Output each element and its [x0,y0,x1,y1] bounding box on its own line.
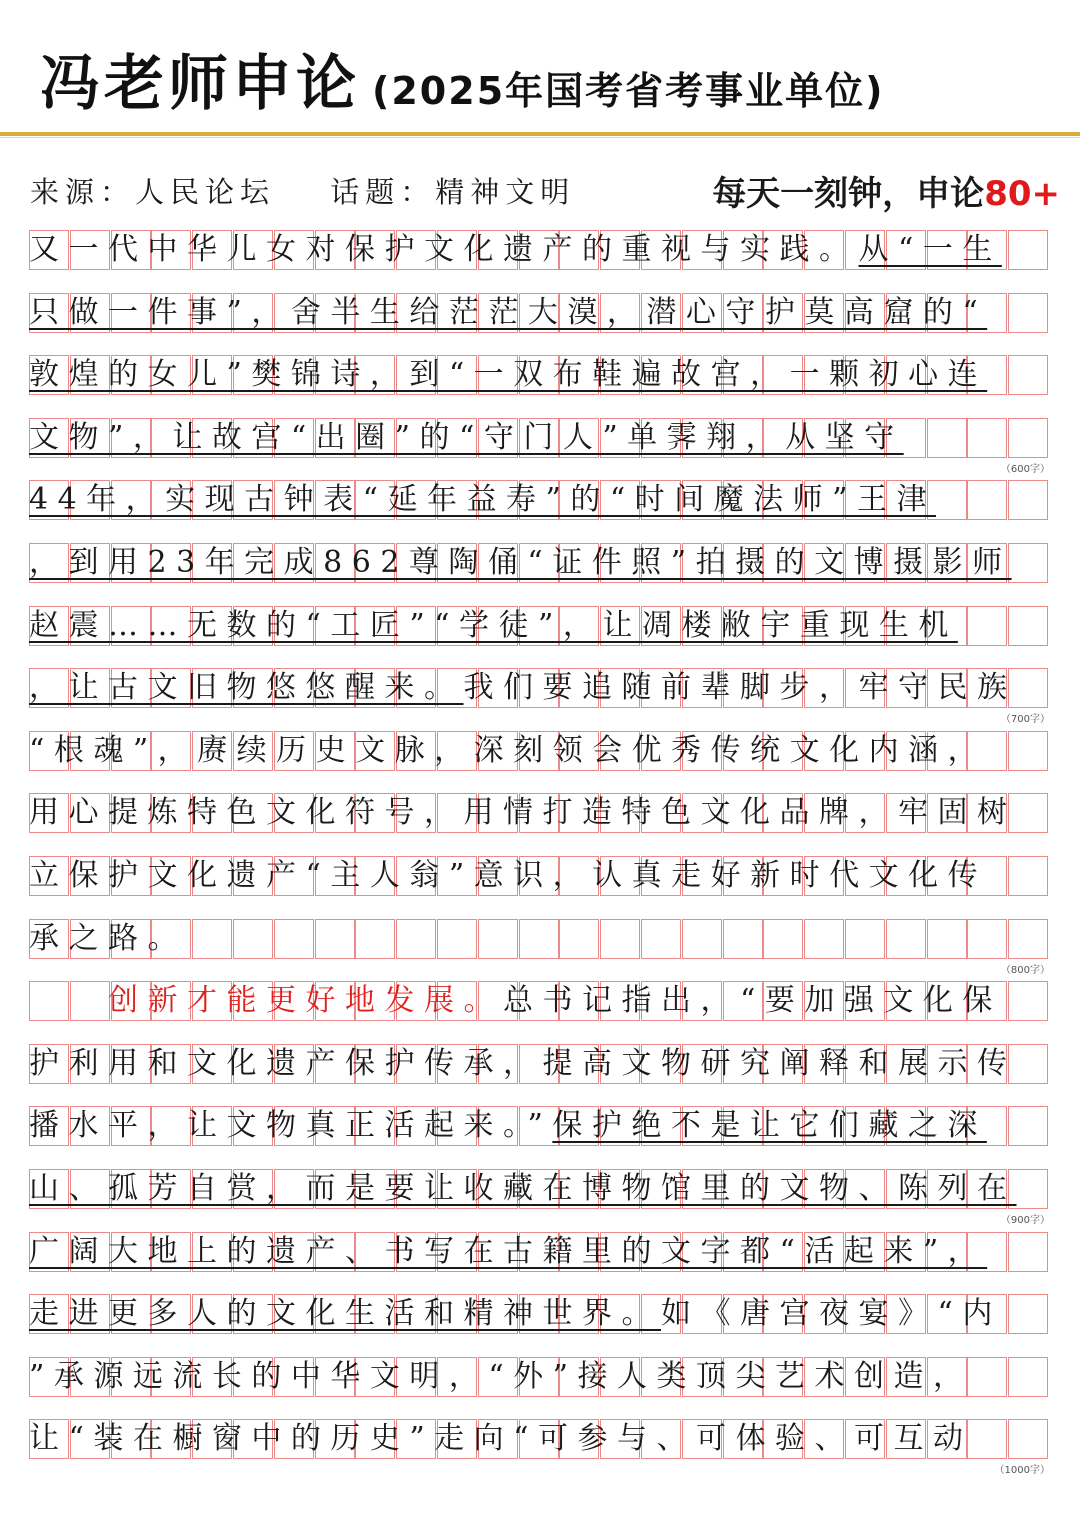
grid-cell [967,1357,1007,1397]
grid-cell [682,919,722,959]
grid-cell [1008,1232,1048,1272]
topic-label: 话题：精神文明 [330,175,576,209]
grid-cell [192,919,232,959]
essay-text: 播水平，让文物真正活起来。” [29,1108,553,1144]
essay-line [29,1040,1017,1088]
slogan-text: 每天一刻钟，申论 [712,174,985,214]
grid-cell [233,919,273,959]
grid-cell [1008,355,1048,395]
essay-text: 承之路。 [29,920,187,956]
grid-cell [886,919,926,959]
grid-cell [1008,1357,1048,1397]
essay-line [29,915,187,963]
underlined-text: 敦煌的女儿”樊锦诗，到“一双布鞋遍故宫，一颗初心连 [29,357,988,393]
grid-cell [927,919,967,959]
grid-cell [967,418,1007,458]
grid-cell [519,919,559,959]
essay-text: 我们要追随前辈脚步，牢守民族 [463,670,1017,706]
essay-text: 如《唐宫夜宴》“内 [661,1296,1002,1332]
underlined-text: 保护绝不是让它们藏之深 [552,1108,987,1144]
grid-cell [559,919,599,959]
underlined-text: 走进更多人的文化生活和精神世界。 [29,1296,661,1332]
page-title: 冯老师申论 [40,49,360,119]
word-count-marker: （800字） [1000,964,1050,976]
essay-line [29,1290,1002,1338]
essay-line [29,351,987,399]
grid-cell [1008,606,1048,646]
essay-line [29,414,904,462]
grid-cell [967,919,1007,959]
underlined-text: 只做一件事”，舍半生给茫茫大漠，潜心守护莫高窟的“ [29,294,988,330]
grid-cell [1008,1419,1048,1459]
essay-line [29,1165,1017,1213]
essay-line [29,226,1002,274]
grid-cell [1008,480,1048,520]
grid-cell [1008,230,1048,270]
grid-cell [600,919,640,959]
essay-text [29,983,108,1018]
essay-line [29,539,1012,587]
grid-cell [763,919,803,959]
highlight-text: 创新才能更好地发展。 [108,983,503,1019]
grid-cell [927,418,967,458]
underlined-text: 44年，实现古钟表“延年益寿”的“时间魔法师”王津 [29,482,937,518]
grid-cell [478,919,518,959]
grid-cell [1008,293,1048,333]
essay-text: 护利用和文化遗产保护传承，提高文物研究阐释和展示传 [29,1045,1017,1081]
essay-line [29,977,1002,1025]
word-count-marker: （1000字） [994,1465,1050,1477]
page-subtitle: (2025年国考省考事业单位) [372,69,885,113]
grid-cell [437,919,477,959]
grid-cell [1008,1294,1048,1334]
word-count-marker: （900字） [1000,1215,1050,1226]
essay-line [29,289,987,337]
word-count-marker: （700字） [1000,714,1050,726]
grid-cell [355,919,395,959]
essay-line [29,1353,973,1401]
underlined-text: 广阔大地上的遗产、书写在古籍里的文字都“活起来”， [29,1233,988,1269]
grid-cell [1008,1106,1048,1146]
word-count-marker: （600字） [1000,463,1050,475]
grid-cell [1008,919,1048,959]
grid-cell [804,919,844,959]
essay-line [29,789,1017,837]
source-label: 来源：人民论坛 [30,175,276,209]
grid-cell [315,919,355,959]
underlined-text: ，到用23年完成862尊陶俑“证件照”拍摄的文博摄影师 [29,545,1012,580]
underlined-text: 山、孤芳自赏，而是要让收藏在博物馆里的文物、陈列在 [29,1171,1017,1206]
grid-cell [723,919,763,959]
essay-line [29,476,936,524]
underlined-text: 从“一生 [858,232,1002,267]
essay-line [29,1102,987,1150]
essay-text: “根魂”，赓续历史文脉，深刻领会优秀传统文化内涵， [29,732,988,768]
essay-line [29,602,958,650]
essay-line [29,727,987,775]
essay-text: 立保护文化遗产“主人翁”意识，认真走好新时代文化传 [29,858,988,893]
essay-text: ”承源远流长的中华文明，“外”接人类顶尖艺术创造， [29,1358,973,1394]
grid-cell [845,919,885,959]
essay-line [29,1415,973,1463]
essay-text: 让“装在橱窗中的历史”走向“可参与、可体验、可互动 [29,1421,973,1457]
slogan-highlight: 80+ [984,174,1060,214]
grid-cell [641,919,681,959]
underlined-text: ，让古文旧物悠悠醒来。 [29,670,464,706]
grid-cell [274,919,314,959]
grid-cell [1008,981,1048,1021]
essay-line [29,664,1017,712]
grid-cell [967,1419,1007,1459]
essay-line [29,852,987,900]
grid-cell [1008,543,1048,583]
grid-cell [1008,731,1048,771]
grid-cell [967,480,1007,520]
grid-cell [1008,856,1048,896]
grid-cell [967,606,1007,646]
essay-text: 用心提炼特色文化符号，用情打造特色文化品牌，牢固树 [29,795,1017,831]
essay-text: 总书记指出，“要加强文化保 [503,983,1002,1019]
grid-cell [396,919,436,959]
grid-cell [1008,418,1048,458]
essay-text: 又一代中华儿女对保护文化遗产的重视与实践。 [29,232,859,267]
essay-line [29,1228,987,1276]
underlined-text: 赵震……无数的“工匠”“学徒”，让凋楼敝宇重现生机 [29,607,958,643]
underlined-text: 文物”，让故宫“出圈”的“守门人”单霁翔，从坚守 [29,419,904,455]
